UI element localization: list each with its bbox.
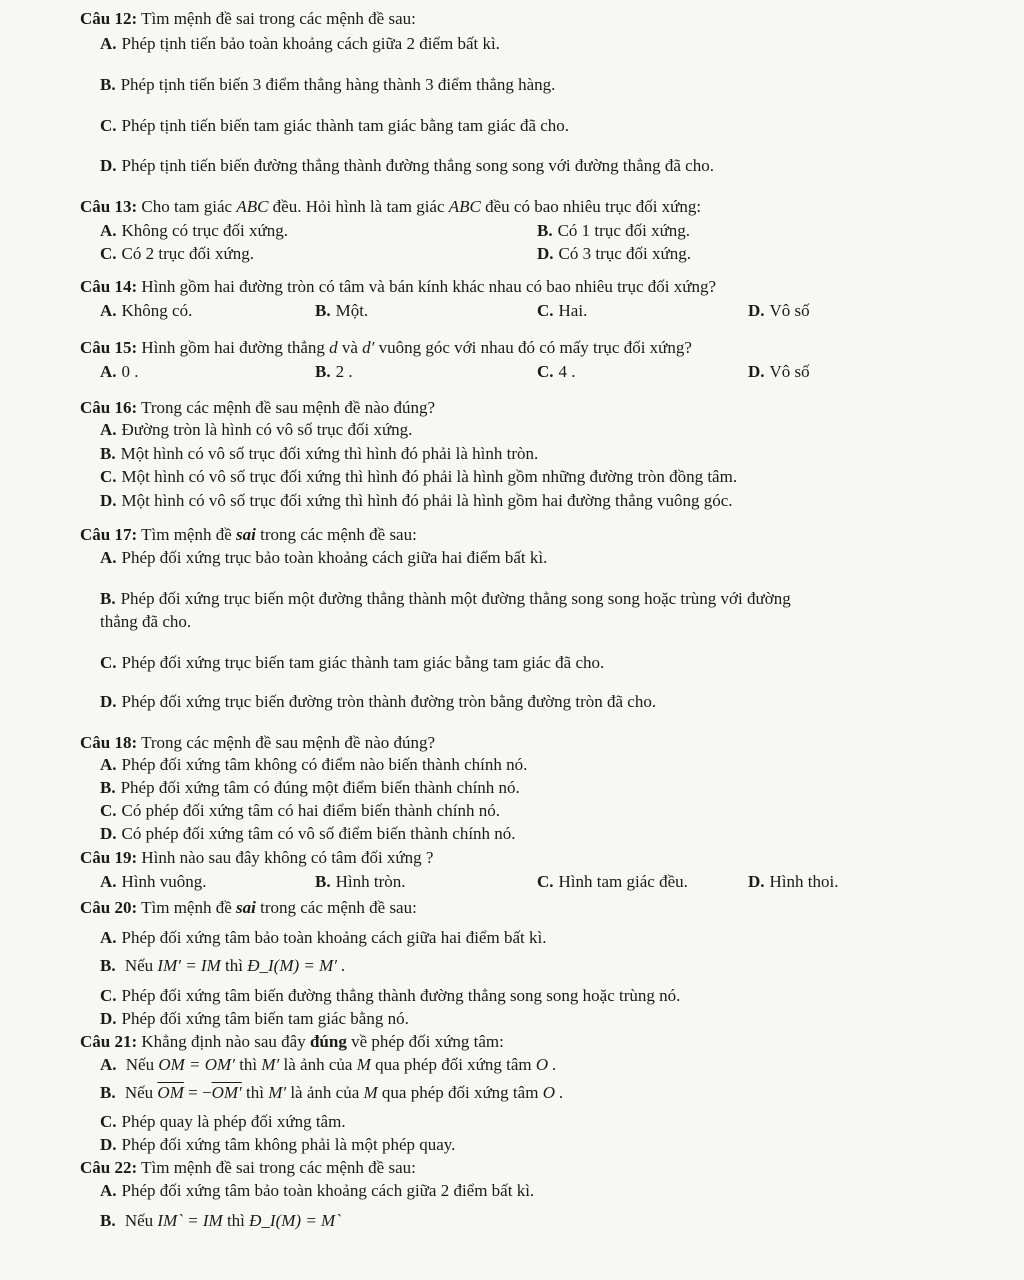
option-c: C. Phép đối xứng tâm biến đường thẳng thành đường thẳng song song hoặc trùng nó. xyxy=(100,986,681,1005)
option-b: B. Phép đối xứng tâm có đúng một điểm biến thành chính nó. xyxy=(100,778,520,797)
option-d: D. Vô số xyxy=(748,362,810,381)
question-19: Câu 19: Hình nào sau đây không có tâm đối xứng ? xyxy=(80,848,434,867)
option-c: C. 4 . xyxy=(537,362,576,381)
option-c: C. Một hình có vô số trục đối xứng thì hình đó phải là hình gồm những đường tròn đồng tâm. xyxy=(100,467,738,486)
option-d: D. Phép tịnh tiến biến đường thẳng thành đường thẳng song song với đường thẳng đã cho. xyxy=(100,156,714,175)
option-c: C. Hình tam giác đều. xyxy=(537,872,688,891)
option-b: B. 2 . xyxy=(315,362,353,381)
option-d: D. Phép đối xứng trục biến đường tròn thành đường tròn bằng đường tròn đã cho. xyxy=(100,692,657,711)
option-c: C. Có phép đối xứng tâm có hai điểm biến thành chính nó. xyxy=(100,801,500,820)
option-a: A. Phép đối xứng trục bảo toàn khoảng cách giữa hai điểm bất kì. xyxy=(100,548,548,567)
question-18: Câu 18: Trong các mệnh đề sau mệnh đề nào đúng? xyxy=(80,733,436,752)
vector-om: $\overline{OM}$ xyxy=(157,1083,184,1102)
option-a: A. Phép đối xứng tâm bảo toàn khoảng cách giữa hai điểm bất kì. xyxy=(100,928,547,947)
option-b: B. Phép tịnh tiến biến 3 điểm thẳng hàng thành 3 điểm thẳng hàng. xyxy=(100,75,556,94)
option-c: C. Hai. xyxy=(537,301,588,320)
option-b: B. Một. xyxy=(315,301,369,320)
option-a: A. Đường tròn là hình có vô số trục đối xứng. xyxy=(100,420,413,439)
option-a: A. Không có trục đối xứng. xyxy=(100,221,288,240)
question-22: Câu 22: Tìm mệnh đề sai trong các mệnh đề sau: xyxy=(80,1158,416,1177)
question-13: Câu 13: Cho tam giác ABC đều. Hỏi hình là tam giác ABC đều có bao nhiêu trục đối xứng: xyxy=(80,197,702,216)
option-a: A. Phép đối xứng tâm không có điểm nào biến thành chính nó. xyxy=(100,755,528,774)
question-17: Câu 17: Tìm mệnh đề sai trong các mệnh đề sau: xyxy=(80,525,417,544)
option-a: A. Không có. xyxy=(100,301,193,320)
vector-om-prime: OM′ xyxy=(211,1083,242,1102)
option-d: D. Phép đối xứng tâm không phải là một phép quay. xyxy=(100,1135,456,1154)
option-c: C. Phép quay là phép đối xứng tâm. xyxy=(100,1112,346,1131)
option-b: B. Có 1 trục đối xứng. xyxy=(537,221,691,240)
option-d: D. Một hình có vô số trục đối xứng thì hình đó phải là hình gồm hai đường thẳng vuông góc. xyxy=(100,491,733,510)
question-14: Câu 14: Hình gồm hai đường tròn có tâm và bán kính khác nhau có bao nhiêu trục đối xứng? xyxy=(80,277,716,296)
option-b: B. Nếu IM` = IM thì Đ_I(M) = M` xyxy=(100,1211,341,1230)
option-a: A. Phép đối xứng tâm bảo toàn khoảng cách giữa 2 điểm bất kì. xyxy=(100,1181,535,1200)
option-d: D. Có phép đối xứng tâm có vô số điểm biến thành chính nó. xyxy=(100,824,516,843)
option-d: D. Vô số xyxy=(748,301,810,320)
option-d: D. Hình thoi. xyxy=(748,872,839,891)
option-a: A. Hình vuông. xyxy=(100,872,207,891)
option-b: B. Phép đối xứng trục biến một đường thẳng thành một đường thẳng song song hoặc trùng với đường xyxy=(100,589,791,608)
question-12 xyxy=(80,8,984,29)
option-b: B. Một hình có vô số trục đối xứng thì hình đó phải là hình tròn. xyxy=(100,444,539,463)
question-16: Câu 16: Trong các mệnh đề sau mệnh đề nào đúng? xyxy=(80,398,436,417)
option-b-continued: thẳng đã cho. xyxy=(100,612,192,631)
question-label: Câu 12: xyxy=(80,9,138,28)
question-15: Câu 15: Hình gồm hai đường thẳng d và d′ vuông góc với nhau đó có mấy trục đối xứng? xyxy=(80,338,692,357)
option-d: D. Phép đối xứng tâm biến tam giác bằng nó. xyxy=(100,1009,409,1028)
option-b: B. Nếu IM′ = IM thì Đ_I(M) = M′ . xyxy=(100,956,346,975)
option-c: C. Phép tịnh tiến biến tam giác thành tam giác bằng tam giác đã cho. xyxy=(100,116,570,135)
option-d: D. Có 3 trục đối xứng. xyxy=(537,244,691,263)
option-a: A. Nếu OM = OM′ thì M′ là ảnh của M qua phép đối xứng tâm O . xyxy=(100,1055,557,1074)
option-c: C. Có 2 trục đối xứng. xyxy=(100,244,254,263)
option-c: C. Phép đối xứng trục biến tam giác thành tam giác bằng tam giác đã cho. xyxy=(100,653,605,672)
question-20: Câu 20: Tìm mệnh đề sai trong các mệnh đề sau: xyxy=(80,898,417,917)
option-b: B. Nếu $\overline{OM} = -OM'$ thì M′ là ảnh của M qua phép đối xứng tâm O . xyxy=(100,1083,564,1102)
option-b: B. Hình tròn. xyxy=(315,872,406,891)
option-a: A. Phép tịnh tiến bảo toàn khoảng cách giữa 2 điểm bất kì. xyxy=(100,34,500,53)
option-a: A. 0 . xyxy=(100,362,139,381)
question-stem: Tìm mệnh đề sai trong các mệnh đề sau: xyxy=(141,9,416,28)
question-21: Câu 21: Khẳng định nào sau đây đúng về phép đối xứng tâm: xyxy=(80,1032,504,1051)
